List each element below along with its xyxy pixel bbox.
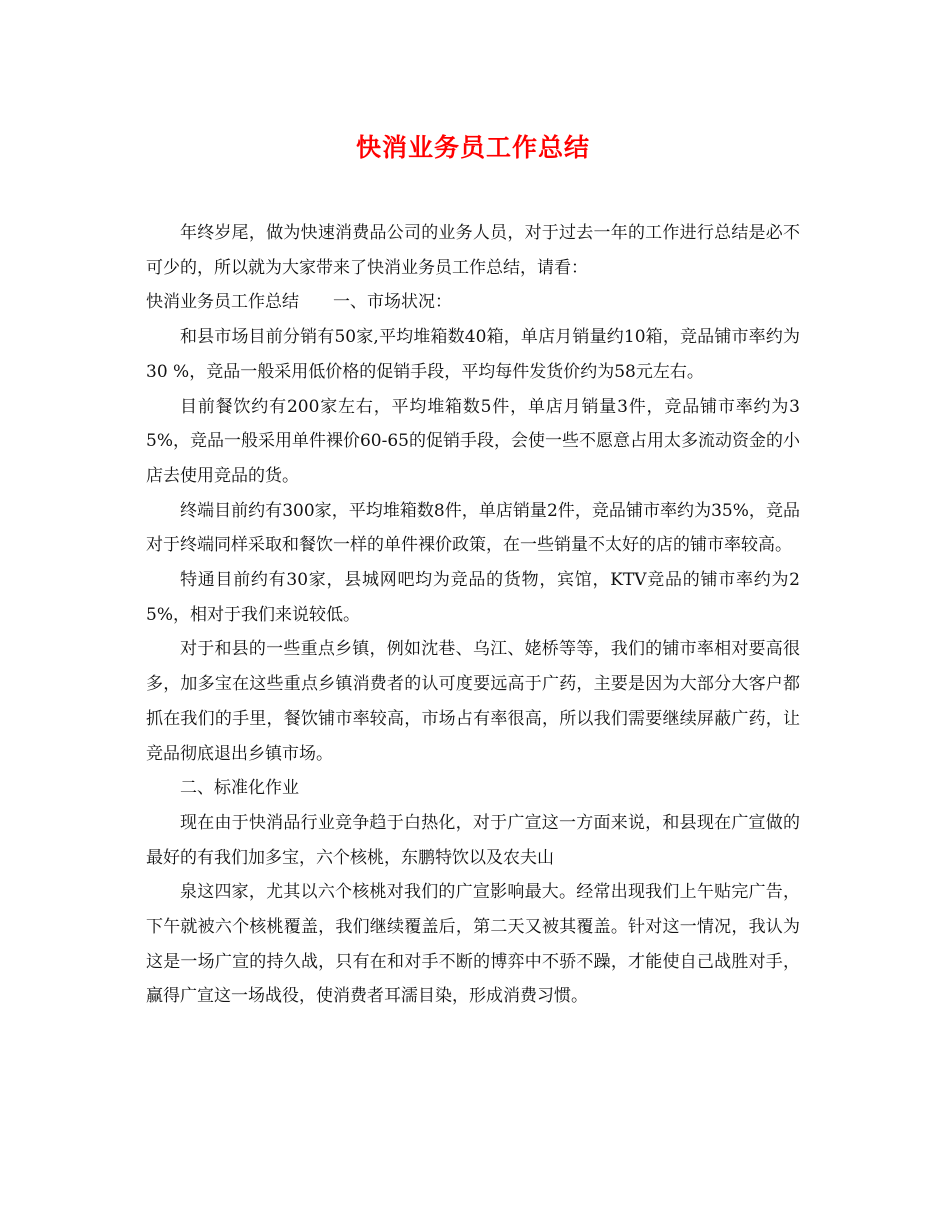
paragraph-competition: 现在由于快消品行业竞争趋于白热化，对于广宣这一方面来说，和县现在广宣做的最好的有我们加多宝，六个核桃，东鹏特饮以及农夫山: [146, 812, 800, 868]
paragraph-townships: 对于和县的一些重点乡镇，例如沈巷、乌江、姥桥等等，我们的铺市率相对要高很多，加多宝在这些重点乡镇消费者的认可度要远高于广药，主要是因为大部分大客户都抓在我们的手里，餐饮铺市率较高，市场占有率很高，所以我们需要继续屏蔽广药，让竞品彻底退出乡镇市场。: [146, 639, 800, 764]
paragraph-terminal: 终端目前约有300家，平均堆箱数8件，单店销量2件，竞品铺市率约为35%，竞品对于终端同样采取和餐饮一样的单件裸价政策，在一些销量不太好的店的铺市率较高。: [146, 500, 800, 556]
paragraph-section-heading: 快消业务员工作总结 一、市场状况：: [146, 292, 452, 313]
paragraph-special-channel: 特通目前约有30家，县城网吧均为竞品的货物，宾馆，KTV竞品的铺市率约为25%，相对于我们来说较低。: [146, 570, 800, 625]
paragraph-standardization-heading: 二、标准化作业: [180, 778, 299, 799]
paragraph-intro: 年终岁尾，做为快速消费品公司的业务人员，对于过去一年的工作进行总结是必不可少的，所以就为大家带来了快消业务员工作总结，请看：: [146, 223, 800, 278]
document-body: [146, 216, 800, 1014]
paragraph-distribution: 和县市场目前分销有50家,平均堆箱数40箱，单店月销量约10箱，竞品铺市率约为30 %，竞品一般采用低价格的促销手段，平均每件发货价约为58元左右。: [146, 327, 800, 382]
paragraph-catering: 目前餐饮约有200家左右，平均堆箱数5件，单店月销量3件，竞品铺市率约为35%，竞品一般采用单件裸价60-65的促销手段，会使一些不愿意占用太多流动资金的小店去使用竞品的货。: [146, 396, 800, 486]
paragraph-advertising-war: 泉这四家，尤其以六个核桃对我们的广宣影响最大。经常出现我们上午贴完广告，下午就被六个核桃覆盖，我们继续覆盖后，第二天又被其覆盖。针对这一情况，我认为这是一场广宣的持久战，只有在和对手不断的博弈中不骄不躁，才能使自己战胜对手，赢得广宣这一场战役，使消费者耳濡目染，形成消费习惯。: [146, 882, 800, 1007]
document-title: 快消业务员工作总结: [355, 133, 590, 162]
